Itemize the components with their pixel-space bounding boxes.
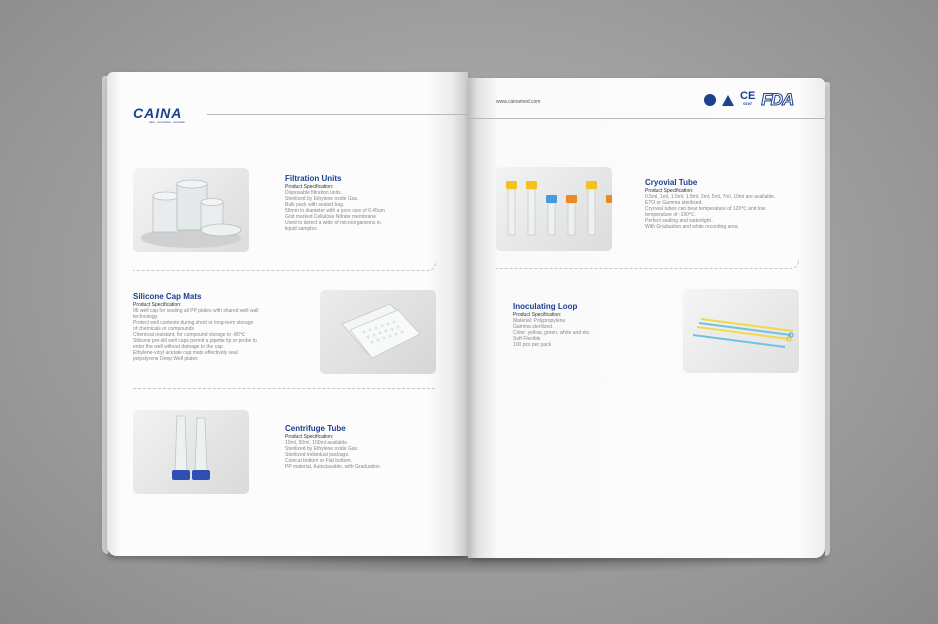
spec-line: With Graduation and white recording area. xyxy=(645,224,739,230)
spec-line: Silicone pre-slit well caps permit a pipette tip or probe to xyxy=(133,338,257,344)
ce-mark xyxy=(740,92,755,108)
spec-line: temperature of -190℃. xyxy=(645,212,696,218)
right-page-edge xyxy=(825,82,830,556)
cryovial-tube-title: Cryovial Tube xyxy=(645,178,698,187)
spec-line: Sterilized by Ethylene oxide Gas. xyxy=(285,196,359,202)
ce-mark-text: CE xyxy=(740,90,756,102)
filtration-units-photo xyxy=(133,168,249,252)
spec-line: 96 well cap for sealing all PP plates with shared well wall xyxy=(133,308,259,314)
spec-line: Sterilized individual package. xyxy=(285,452,350,458)
section-divider xyxy=(133,380,435,389)
spec-line: Conical bottom or Flat bottom. xyxy=(285,458,352,464)
certification-logos xyxy=(704,90,793,110)
cryovial-tube-photo xyxy=(496,167,612,251)
website-url: www.cainamed.com xyxy=(496,99,541,105)
section-divider xyxy=(496,260,799,269)
spec-line: 56mm in diameter with a pore size of 0.45um xyxy=(285,208,385,214)
spec-line: Used to detect a wide of microorganisms in xyxy=(285,220,381,226)
silicone-cap-mats-subtitle: Product Specification: xyxy=(133,302,182,308)
spec-line: PP material, Autoclavable, with Graduation. xyxy=(285,464,382,470)
centrifuge-tube-subtitle: Product Specification: xyxy=(285,434,334,440)
silicone-cap-mats-block xyxy=(133,292,259,362)
caina-logo xyxy=(133,106,203,124)
spec-line: liquid samples. xyxy=(285,226,319,232)
fda-logo: FDA xyxy=(761,90,794,109)
inoculating-loop-subtitle: Product Specification: xyxy=(513,312,562,318)
silicone-cap-mats-photo xyxy=(320,290,436,374)
spec-line: Grid marked Cellulose Nitrate membrane xyxy=(285,214,376,220)
logo-wordmark: CAINA xyxy=(133,105,183,121)
inoculating-loop-photo xyxy=(683,289,799,373)
spec-line: Material: Polypropylene xyxy=(513,318,566,324)
centrifuge-tube-photo xyxy=(133,410,249,494)
left-page xyxy=(107,72,468,556)
silicone-cap-mats-title: Silicone Cap Mats xyxy=(133,292,202,301)
spec-line: polystyrene Deep Well plates xyxy=(133,356,198,362)
spec-line: enter the well without damage to the cap xyxy=(133,344,223,350)
spec-line: 10ml, 50ml, 100ml available. xyxy=(285,440,349,446)
spec-line: Gamma sterilized. xyxy=(513,324,554,330)
spec-line: Bulk pack with sealed bag. xyxy=(285,202,345,208)
logo-tagline: care . innovative . accurate xyxy=(149,120,185,124)
spec-line: 100 pcs per pack xyxy=(513,342,552,348)
inoculating-loop-title: Inoculating Loop xyxy=(513,302,578,311)
spec-line: Protect well contents during short or long-term storage xyxy=(133,320,254,326)
spec-line: Sterilized by Ethylene oxide Gas. xyxy=(285,446,359,452)
centrifuge-tube-title: Centrifuge Tube xyxy=(285,424,346,433)
ce-mark-number: 0197 xyxy=(743,101,753,106)
certification-triangle-icon xyxy=(722,95,734,106)
filtration-units-title: Filtration Units xyxy=(285,174,342,183)
spec-line: Perfect sealing and watertight . xyxy=(645,218,714,224)
filtration-units-subtitle: Product Specification: xyxy=(285,184,334,190)
iso-icon xyxy=(704,94,716,106)
cryovial-tube-image xyxy=(496,167,612,251)
spec-line: Cryovial tubes can bear temperature of 120℃ and low xyxy=(645,206,766,212)
spec-line: of chemicals or compounds xyxy=(133,326,194,332)
filtration-units-image xyxy=(133,168,249,252)
spec-line: Ethylene-vinyl acetate cap mats effectively seal xyxy=(133,350,238,356)
spec-line: Color: yellow, green, white and etc. xyxy=(513,330,591,336)
spec-line: Chemical resistant, for compound storage to -80℃ xyxy=(133,332,246,338)
header-rule xyxy=(207,114,468,115)
section-divider xyxy=(133,262,436,271)
spec-line: 0.5ml, 1ml, 1.5ml, 1.8ml, 2ml, 5ml, 7ml, 10ml are available. xyxy=(645,194,776,200)
spec-line: Disposable filtration units. xyxy=(285,190,342,196)
right-page xyxy=(468,78,825,558)
header-rule xyxy=(468,118,825,119)
silicone-cap-mats-image xyxy=(320,290,436,374)
centrifuge-tube-block xyxy=(285,424,381,470)
spec-line: ETO or Gamma sterilized. xyxy=(645,200,703,206)
centrifuge-tube-image xyxy=(133,410,249,494)
spec-line: Soft Flexible xyxy=(513,336,541,342)
spec-line: technology. xyxy=(133,314,159,320)
filtration-units-block xyxy=(285,174,385,232)
cryovial-tube-subtitle: Product Specification: xyxy=(645,188,694,194)
inoculating-loop-image xyxy=(683,289,799,373)
cryovial-tube-block xyxy=(645,178,775,230)
inoculating-loop-block xyxy=(513,302,591,348)
